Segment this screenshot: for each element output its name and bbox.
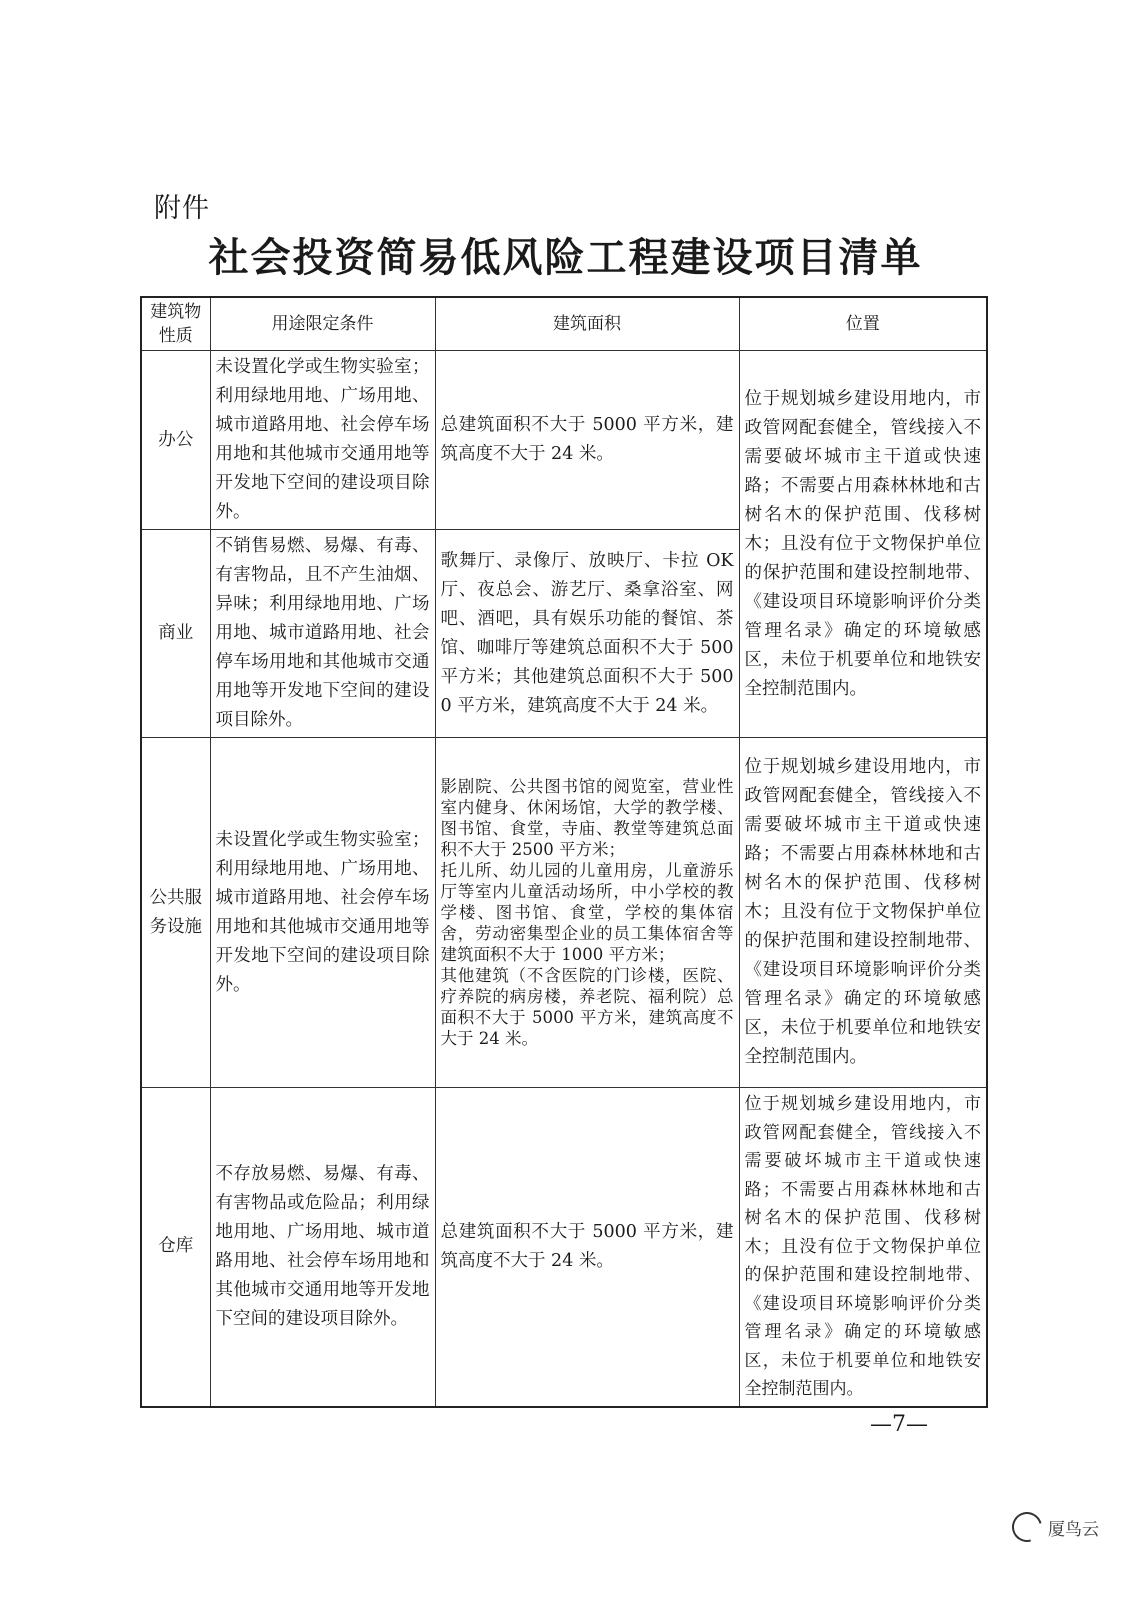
- table-row-public-services: [141, 738, 987, 1088]
- header-conditions: 用途限定条件: [210, 297, 435, 351]
- area-line: 其他建筑（不含医院的门诊楼，医院、疗养院的病房楼，养老院、福利院）总面积不大于 5000 平方米，建筑高度不大于 24 米。: [440, 966, 734, 1048]
- header-location: 位置: [739, 297, 987, 351]
- location-cell-merged: 位于规划城乡建设用地内，市政管网配套健全，管线接入不需要破坏城市主干道或快速路；不需要占用森林林地和古树名木的保护范围、伐移树木；且没有位于文物保护单位的保护范围和建设控制地带、《建设项目环境影响评价分类管理名录》确定的环境敏感区，未位于机要单位和地铁安全控制范围内。: [739, 351, 987, 738]
- conditions-cell: 不存放易燃、易爆、有毒、有害物品或危险品；利用绿地用地、广场用地、城市道路用地、社会停车场用地和其他城市交通用地等开发地下空间的建设项目除外。: [210, 1088, 435, 1407]
- table-row-office: [141, 351, 987, 530]
- project-list-table: [140, 296, 988, 1408]
- page-number: —7—: [870, 1412, 928, 1437]
- page-title: 社会投资简易低风险工程建设项目清单: [208, 235, 923, 281]
- bird-logo-icon: [1007, 1507, 1048, 1548]
- conditions-cell: 不销售易燃、易爆、有毒、有害物品，且不产生油烟、异味；利用绿地用地、广场用地、城市道路用地、社会停车场用地和其他城市交通用地等开发地下空间的建设项目除外。: [210, 530, 435, 738]
- header-nature: 建筑物性质: [141, 297, 210, 351]
- conditions-cell: 未设置化学或生物实验室；利用绿地用地、广场用地、城市道路用地、社会停车场用地和其他城市交通用地等开发地下空间的建设项目除外。: [210, 738, 435, 1088]
- area-line: 托儿所、幼儿园的儿童用房，儿童游乐厅等室内儿童活动场所，中小学校的教学楼、图书馆、食堂，学校的集体宿舍，劳动密集型企业的员工集体宿舍等建筑面积不大于 1000 平方米；: [440, 861, 734, 964]
- table-header-row: [141, 297, 987, 351]
- nature-cell: 办公: [141, 351, 210, 530]
- area-cell: 歌舞厅、录像厅、放映厅、卡拉 OK 厅、夜总会、游艺厅、桑拿浴室、网吧、酒吧，具有娱乐功能的餐馆、茶馆、咖啡厅等建筑总面积不大于 500 平方米；其他建筑总面积不大于 5000 平方米，建筑高度不大于 24 米。: [435, 530, 739, 738]
- conditions-cell: 未设置化学或生物实验室；利用绿地用地、广场用地、城市道路用地、社会停车场用地和其他城市交通用地等开发地下空间的建设项目除外。: [210, 351, 435, 530]
- area-cell: [435, 738, 739, 1088]
- location-cell: 位于规划城乡建设用地内，市政管网配套健全，管线接入不需要破坏城市主干道或快速路；不需要占用森林林地和古树名木的保护范围、伐移树木；且没有位于文物保护单位的保护范围和建设控制地带、《建设项目环境影响评价分类管理名录》确定的环境敏感区，未位于机要单位和地铁安全控制范围内。: [739, 1088, 987, 1407]
- table-row-warehouse: [141, 1088, 987, 1407]
- nature-cell: 仓库: [141, 1088, 210, 1407]
- attachment-label: 附件: [154, 193, 210, 224]
- watermark: [1012, 1512, 1099, 1542]
- nature-cell: 商业: [141, 530, 210, 738]
- nature-cell: 公共服务设施: [141, 738, 210, 1088]
- header-area: 建筑面积: [435, 297, 739, 351]
- watermark-text: 厦鸟云: [1048, 1519, 1099, 1540]
- area-cell: 总建筑面积不大于 5000 平方米，建筑高度不大于 24 米。: [435, 351, 739, 530]
- area-cell: 总建筑面积不大于 5000 平方米，建筑高度不大于 24 米。: [435, 1088, 739, 1407]
- location-cell: 位于规划城乡建设用地内，市政管网配套健全，管线接入不需要破坏城市主干道或快速路；不需要占用森林林地和古树名木的保护范围、伐移树木；且没有位于文物保护单位的保护范围和建设控制地带、《建设项目环境影响评价分类管理名录》确定的环境敏感区，未位于机要单位和地铁安全控制范围内。: [739, 738, 987, 1088]
- area-line: 影剧院、公共图书馆的阅览室，营业性室内健身、休闲场馆，大学的教学楼、图书馆、食堂，寺庙、教堂等建筑总面积不大于 2500 平方米；: [440, 777, 734, 859]
